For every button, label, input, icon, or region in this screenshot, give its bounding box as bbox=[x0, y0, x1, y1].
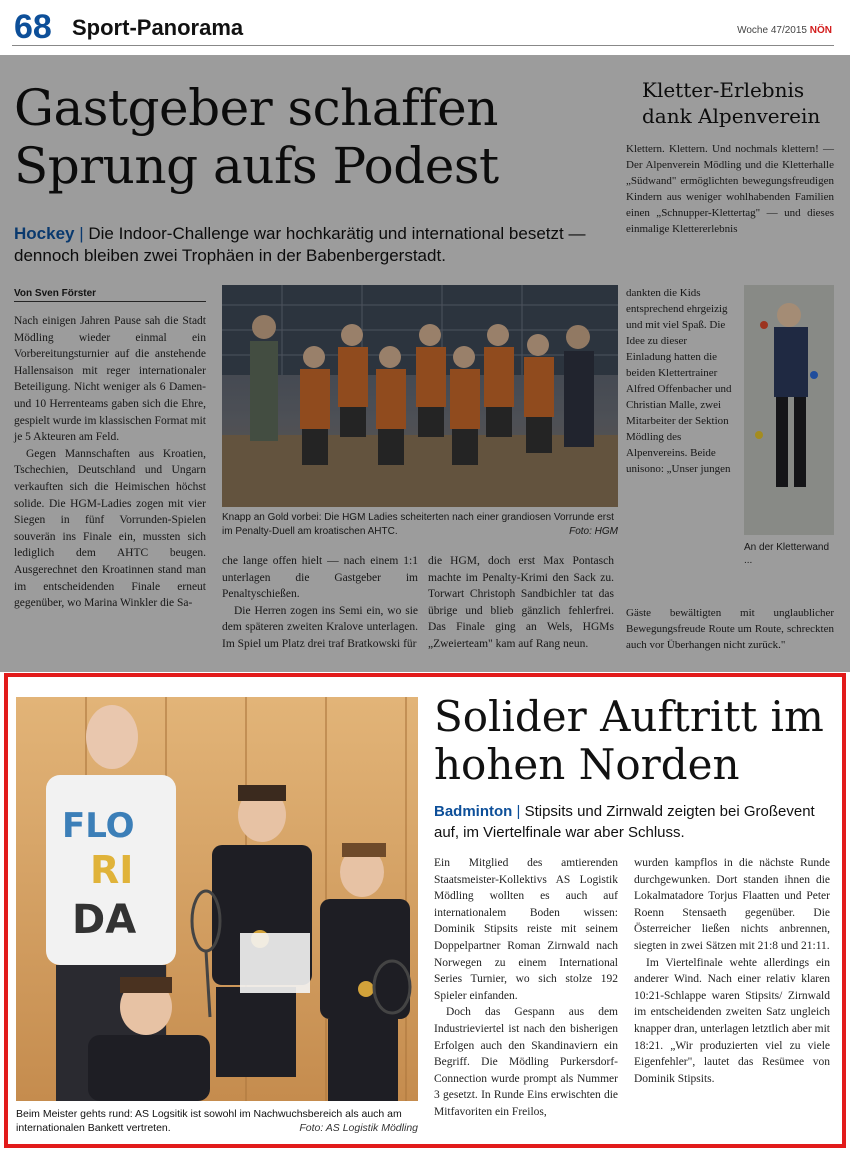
main-lead-text: Stipsits und Zirnwald zeigten bei Großevent auf, im Viertelfinale war aber Schluss. bbox=[434, 803, 815, 841]
caption-text: Beim Meister gehts rund: AS Logsitik ist sowohl im Nachwuchsbereich als auch am internationalen Bankett vertreten. bbox=[16, 1108, 402, 1134]
photo-credit: Foto: HGM bbox=[569, 526, 618, 537]
badminton-photo-caption bbox=[16, 1107, 418, 1135]
shirt-text-flo: FLO bbox=[62, 806, 135, 846]
hockey-team-photo bbox=[222, 285, 618, 507]
paragraph: Gegen Mannschaften aus Kroatien, Tschechien, Deutschland und Ungarn verkauften sich die Heimischen höchst solide. Die HGM-Ladies zogen mit vier Siegen in fünf Vorrunden-Spielen souverän ins Finale ein, mussten sich lediglich dem AHTC beugen. Ausgerechnet den Kroatinnen stand man im entscheidenden Finale erneut gegenüber, wo Marina Winkler die Sa- bbox=[14, 447, 206, 610]
hockey-photo-illustration bbox=[222, 285, 618, 507]
climbing-photo-illustration bbox=[744, 285, 834, 535]
climbing-photo-caption: An der Kletterwand ... bbox=[744, 542, 830, 566]
top-lead bbox=[14, 223, 614, 267]
brand-logo: NÖN bbox=[809, 25, 832, 36]
paragraph: Die Herren zogen ins Semi ein, wo sie dem späteren zweiten Kralove unterlagen. Im Spiel um Platz drei traf Bratkowski für bbox=[222, 604, 418, 650]
page-number: 68 bbox=[14, 8, 52, 46]
main-column-2 bbox=[634, 855, 830, 1087]
photo-credit: Foto: AS Logistik Mödling bbox=[299, 1122, 418, 1134]
paragraph: Doch das Gespann aus dem Industrieviertel ist nach den bisherigen Erfolgen auch den Skandinaviern ein Begriff. Die Mödling Purkersdorf-Connection wurde prompt als Nummer 3 gesetzt. In Runde Eins erwischten die Mitfavoriten ein Freilos, bbox=[434, 1006, 618, 1118]
top-column-b bbox=[222, 553, 418, 653]
shirt-text-da: DA bbox=[72, 897, 137, 943]
paragraph: wurden kampflos in die nächste Runde durchgewunken. Dort standen ihnen die Lokalmatadore Torjus Flaatten und Peter Roenn Stensaeth gegenüber. Die Österreicher ließen nichts anbrennen, siegten in zwei Sätzen mit 21:8 und 21:11. bbox=[634, 857, 830, 952]
section-title: Sport-Panorama bbox=[72, 15, 244, 40]
main-lead-keyword: Badminton bbox=[434, 803, 513, 820]
main-column-1 bbox=[434, 855, 618, 1121]
shirt-text-ri: RI bbox=[90, 848, 134, 892]
badminton-team-photo bbox=[16, 697, 418, 1101]
page-header bbox=[12, 8, 834, 46]
climbing-photo bbox=[744, 285, 834, 535]
paragraph: Nach einigen Jahren Pause sah die Stadt Mödling wieder einmal ein Vorbereitungsturnier auf die anstehende Hallensaison mit reger internationaler Beteiligung. Nicht weniger als 6 Damen- und 10 Herrenteams gaben sich die Ehre, gespielt wurde im klassischen Format mit je 5 Akteuren am Feld. bbox=[14, 315, 206, 444]
paragraph: Ein Mitglied des amtierenden Staatsmeister-Kollektivs AS Logistik Mödling wollten es auch auf internationalem Boden wissen: Dominik Stipsits reiste mit seinem Doppelpartner Roman Zirnwald nach Norwegen zu einem International Series Turnier, wo sich stolze 192 Spieler einfanden. bbox=[434, 857, 618, 1002]
top-article-region bbox=[0, 55, 850, 672]
main-lead bbox=[434, 801, 834, 843]
top-column-c bbox=[428, 553, 614, 653]
paragraph: Im Viertelfinale wehte allerdings ein anderer Wind. Nach einer relativ klaren 10:21-Schlappe waren Stipsits/ Zirnwald im entscheidenden zweiten Satz ungleich knapper dran, unterlagen letztlich aber mit 18:21. „Wir produzierten viel zu viele Eigenfehler", lautet das Resümee von Dominik Stipsits. bbox=[634, 956, 830, 1085]
main-headline: Solider Auftritt im hohen Norden bbox=[434, 692, 824, 789]
byline: Von Sven Förster bbox=[14, 288, 206, 302]
hockey-photo-caption bbox=[222, 511, 618, 539]
caption-text: Knapp an Gold vorbei: Die HGM Ladies scheiterten nach einer grandiosen Vorrunde erst im Penalty-Duell am kroatischen AHTC. bbox=[222, 512, 614, 537]
highlighted-article[interactable] bbox=[4, 673, 846, 1148]
side-text-bottom: Gäste bewältigten mit unglaublicher Bewegungsfreude Route um Route, schreckten auch vor Überhangen nicht zurück." bbox=[626, 607, 834, 651]
badminton-photo-illustration bbox=[16, 697, 418, 1101]
side-headline: Kletter-Erlebnis dank Alpenverein bbox=[642, 78, 821, 128]
lead-separator: | bbox=[79, 224, 84, 243]
top-column-a bbox=[14, 313, 206, 612]
top-lead-keyword: Hockey bbox=[14, 224, 75, 243]
top-headline: Gastgeber schaffen Sprung aufs Podest bbox=[14, 79, 499, 195]
issue-week: Woche 47/2015 bbox=[737, 25, 807, 36]
side-text-top: Klettern. Klettern. Und nochmals klettern! — Der Alpenverein Mödling und die Kletterhalle „Südwand" ermöglichten bewegungsfreudigen Kindern aus weniger wohlhabenden Familien einen „Schnupper-Klettertag" — und dieses einmalige Klettererlebnis bbox=[626, 143, 834, 235]
top-lead-text: Die Indoor-Challenge war hochkarätig und international besetzt — dennoch bleiben zwei Trophäen in der Babenbergerstadt. bbox=[14, 224, 586, 265]
side-text-narrow: dankten die Kids entsprechend ehrgeizig und mit viel Spaß. Die Idee zu dieser Einladung hatten die beiden Klettertrainer Alfred Offenbacher und Christian Malle, zwei Mitarbeiter der Sektion Mödling des Alpenvereins. Beide unisono: „Unser jungen bbox=[626, 287, 732, 475]
issue-info bbox=[737, 25, 832, 36]
paragraph: che lange offen hielt — nach einem 1:1 unterlagen die Gastgeber im Penaltyschießen. bbox=[222, 555, 418, 601]
lead-separator: | bbox=[516, 803, 521, 820]
paragraph: die HGM, doch erst Max Pontasch machte im Penalty-Krimi den Sack zu. Torwart Christoph Sandbichler tat das übrige und blieb gänzlich fehlerfrei. Das Finale ging an Wels, HGMs „Zweierteam" kam auf Rang neun. bbox=[428, 555, 614, 650]
